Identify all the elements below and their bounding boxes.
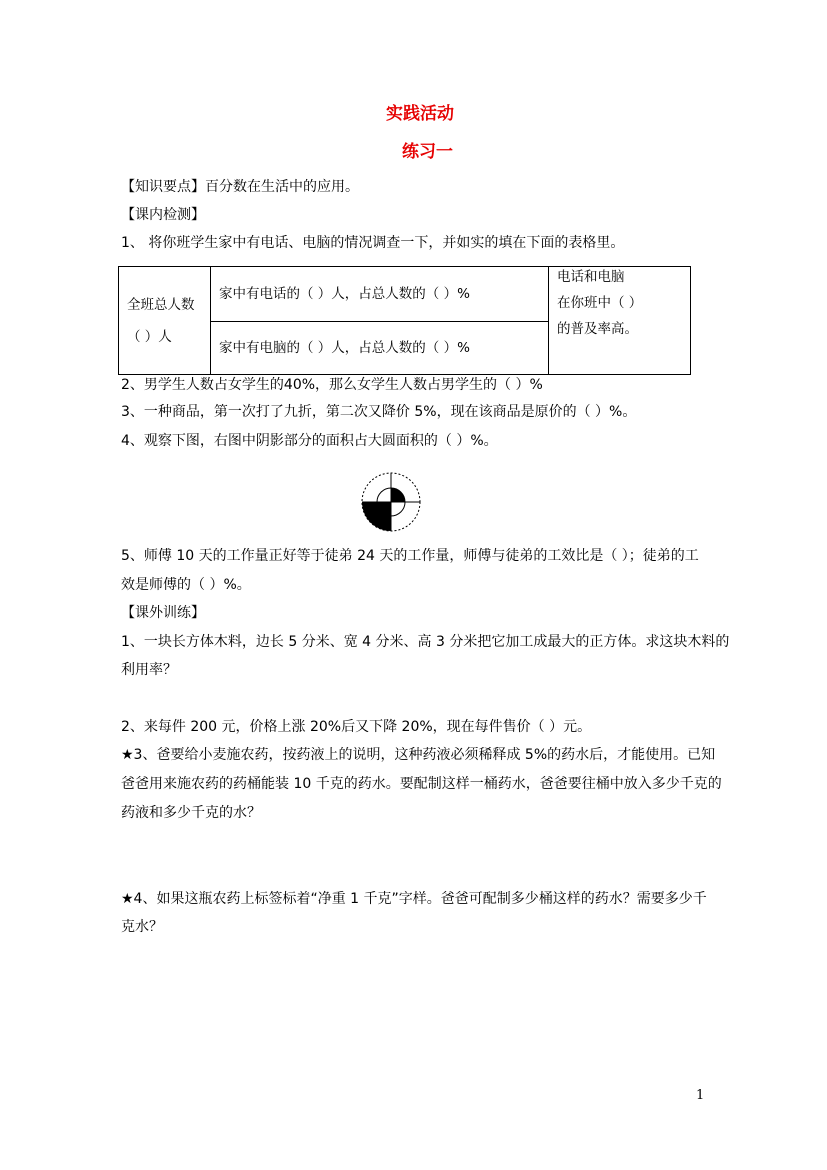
popularity-line-2: 在你班中（ ） bbox=[557, 295, 643, 311]
popularity-line-3: 的普及率高。 bbox=[557, 321, 638, 337]
page-title: 实践活动 bbox=[386, 104, 454, 124]
popularity-cell bbox=[549, 267, 691, 375]
exercise-1-line-2: 利用率？ bbox=[121, 662, 177, 678]
computer-row-text: 家中有电脑的（ ）人，占总人数的（ ）% bbox=[219, 340, 470, 356]
exercise-3-line-3: 药液和多少千克的水？ bbox=[121, 805, 261, 821]
exercise-1-line-1: 1、一块长方体木料，边长 5 分米、宽 4 分米、高 3 分米把它加工成最大的正方体。求这块木料的 bbox=[121, 634, 730, 650]
shaded-circle-figure bbox=[358, 471, 424, 533]
exercise-2: 2、来每件 200 元，价格上涨 20%后又下降 20%，现在每件售价（ ）元。 bbox=[121, 719, 592, 735]
exercise-3-line-2: 爸爸用来施农药的药桶能装 10 千克的药水。要配制这样一桶药水，爸爸要往桶中放入多少千克的 bbox=[121, 776, 722, 792]
question-3: 3、一种商品，第一次打了九折，第二次又降价 5%，现在该商品是原价的（ ）%。 bbox=[121, 404, 637, 420]
page-subtitle: 练习一 bbox=[402, 142, 453, 162]
total-students-label: 全班总人数 bbox=[127, 296, 195, 313]
knowledge-point: 【知识要点】百分数在生活中的应用。 bbox=[121, 179, 359, 195]
question-5-line-2: 效是师傅的（ ）%。 bbox=[121, 577, 251, 593]
question-5-line-1: 5、师傅 10 天的工作量正好等于徒弟 24 天的工作量，师傅与徒弟的工效比是（ ）；徒弟的工 bbox=[121, 548, 699, 564]
section-after-class: 【课外训练】 bbox=[121, 605, 205, 621]
exercise-3-line-1: ★3、爸要给小麦施农药，按药液上的说明，这种药液必须稀释成 5%的药水后，才能使用。已知 bbox=[121, 747, 716, 763]
section-in-class: 【课内检测】 bbox=[121, 207, 205, 223]
shaded-quadrant-large bbox=[362, 502, 391, 531]
exercise-4-line-2: 克水？ bbox=[121, 919, 163, 935]
popularity-line-1: 电话和电脑 bbox=[557, 269, 625, 285]
question-2: 2、男学生人数占女学生的40%，那么女学生人数占男学生的（ ）% bbox=[121, 377, 543, 393]
phone-row-text: 家中有电话的（ ）人，占总人数的（ ）% bbox=[219, 286, 470, 302]
survey-table bbox=[118, 266, 691, 375]
total-students-blank: （ ）人 bbox=[127, 328, 172, 345]
question-1: 1、 将你班学生家中有电话、电脑的情况调查一下，并如实的填在下面的表格里。 bbox=[121, 235, 625, 251]
exercise-4-line-1: ★4、如果这瓶农药上标签标着“净重 1 千克”字样。爸爸可配制多少桶这样的药水？需要多少千 bbox=[121, 891, 707, 907]
page-number: 1 bbox=[696, 1088, 705, 1103]
phone-row-cell bbox=[211, 267, 549, 322]
question-4: 4、观察下图，右图中阴影部分的面积占大圆面积的（ ）%。 bbox=[121, 433, 498, 449]
total-students-cell bbox=[119, 267, 211, 375]
computer-row-cell bbox=[211, 322, 549, 375]
